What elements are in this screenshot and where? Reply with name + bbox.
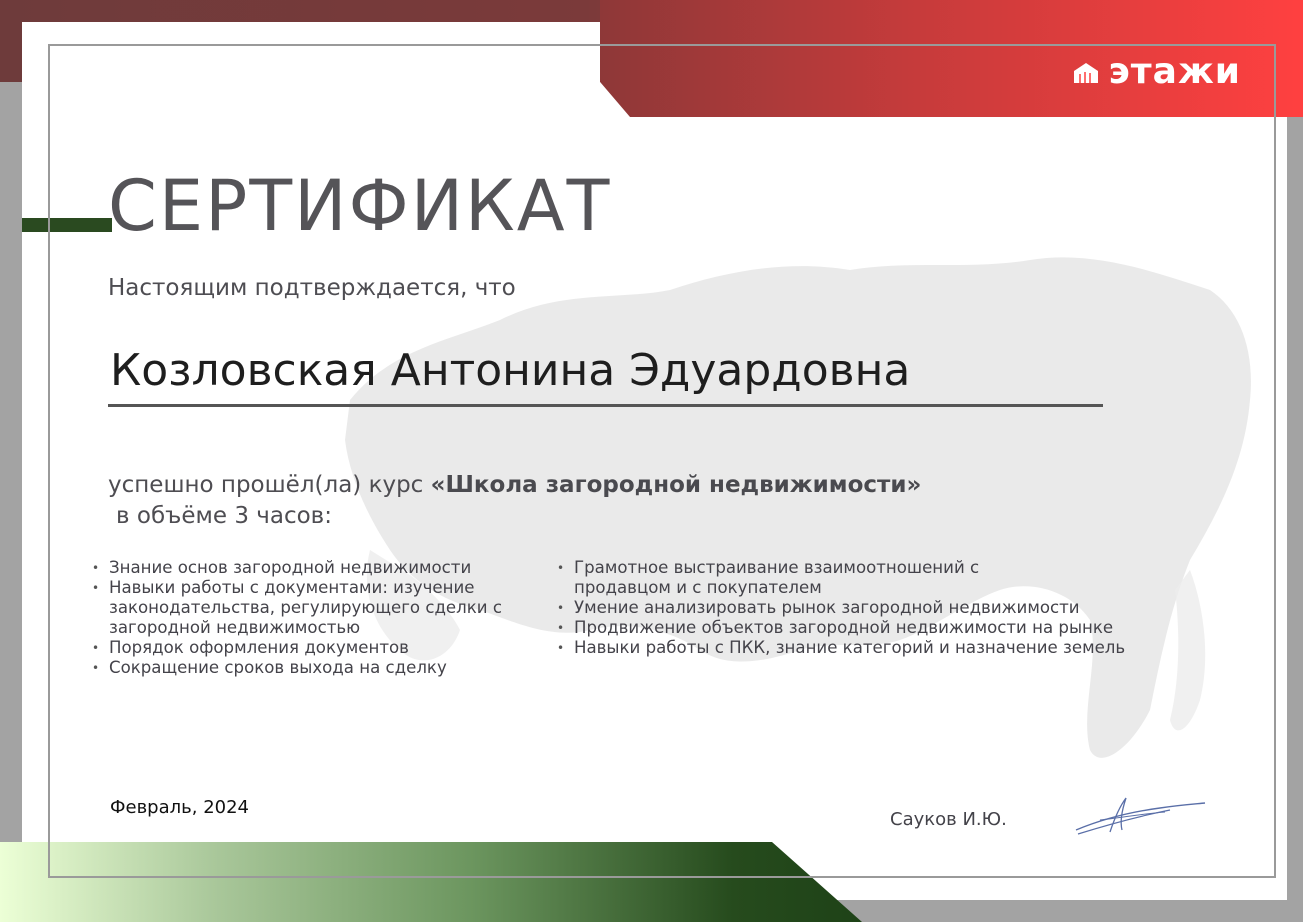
skill-item [574, 638, 1125, 658]
russia-map-watermark-icon [330, 230, 1260, 790]
skill-item [574, 558, 1044, 598]
left-border-strip [0, 82, 22, 922]
skill-item-text: Умение анализировать рынок загородной недвижимости [574, 598, 1080, 617]
name-underline [108, 404, 1103, 407]
brand-logo [1072, 51, 1241, 92]
recipient-name: Козловская Антонина Эдуардовна [110, 345, 911, 396]
bottom-banner-accent [0, 842, 862, 922]
skills-list-right [574, 558, 1125, 658]
skill-item [109, 658, 539, 678]
hours-text: в объёме 3 часов: [116, 503, 332, 529]
skill-item [574, 618, 1125, 638]
skill-item-text: Знание основ загородной недвижимости [109, 558, 472, 577]
issue-date: Февраль, 2024 [110, 797, 249, 818]
skill-item-text: Навыки работы с ПКК, знание категорий и назначение земель [574, 638, 1126, 657]
skill-item [109, 558, 539, 578]
signer-name: Сауков И.Ю. [890, 809, 1007, 830]
building-icon [1072, 61, 1100, 83]
confirm-text: Настоящим подтверждается, что [108, 275, 516, 301]
skill-item-text: Навыки работы с документами: изучение законодательства, регулирующего сделки с загородной недвижимостью [109, 578, 502, 637]
skill-item [574, 598, 1125, 618]
skill-item-text: Порядок оформления документов [109, 638, 409, 657]
certificate-sheet [22, 22, 1287, 900]
skill-item-text: Продвижение объектов загородной недвижимости на рынке [574, 618, 1114, 637]
course-line [108, 470, 921, 500]
accent-dash [22, 218, 112, 232]
skill-item-text: Сокращение сроков выхода на сделку [109, 658, 447, 677]
certificate-title: СЕРТИФИКАТ [108, 165, 612, 247]
brand-name: этажи [1108, 51, 1241, 92]
course-prefix: успешно прошёл(ла) курс [108, 472, 431, 498]
course-name: «Школа загородной недвижимости» [430, 472, 922, 498]
signature-icon [1070, 790, 1210, 840]
skill-item-text: Грамотное выстраивание взаимоотношений с продавцом и с покупателем [574, 558, 980, 597]
right-border-strip [1287, 117, 1303, 922]
skill-item [109, 578, 539, 638]
skill-item [109, 638, 539, 658]
skills-list-left [109, 558, 539, 678]
